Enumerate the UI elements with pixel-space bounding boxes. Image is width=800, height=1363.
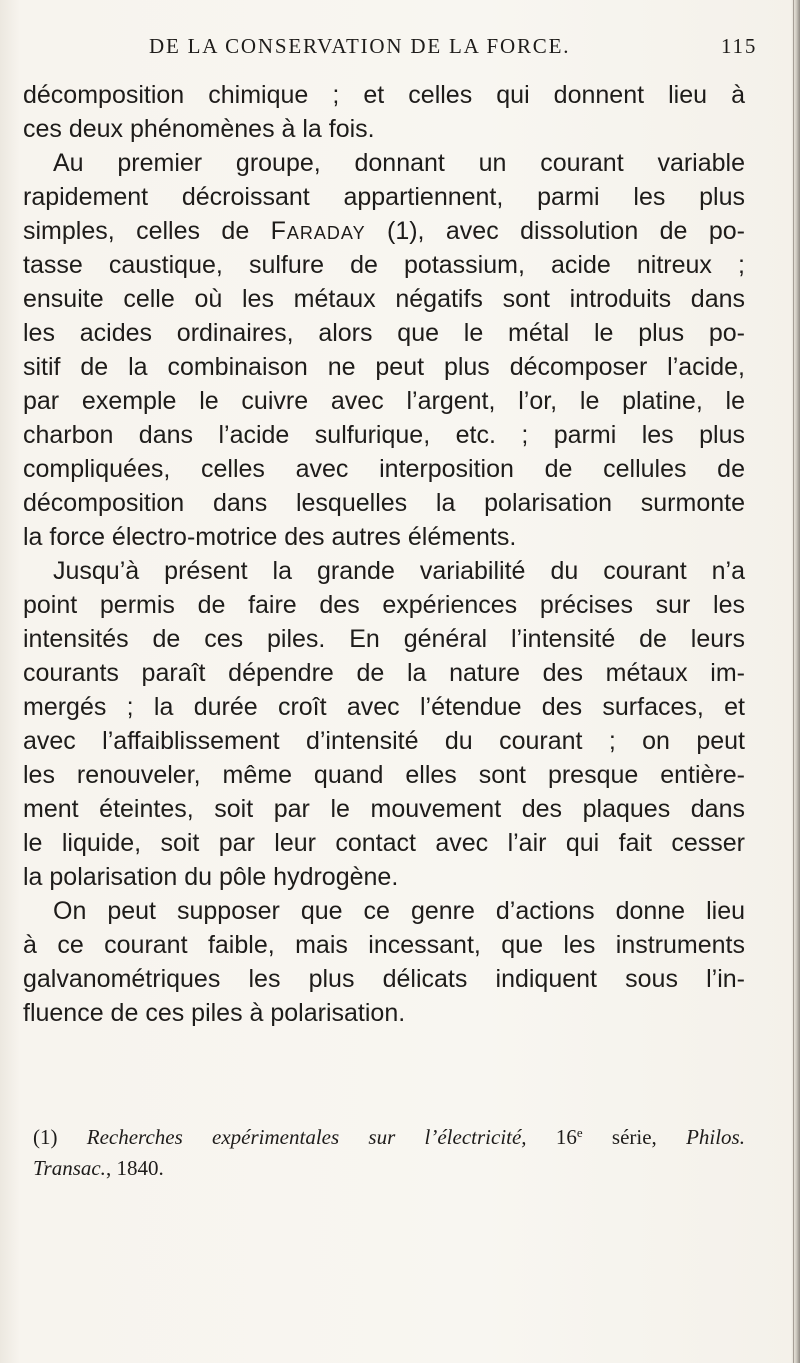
footnote-line	[33, 1153, 745, 1184]
footnote-series: 16	[526, 1125, 577, 1149]
text-line: fluence de ces piles à polarisation.	[23, 999, 406, 1027]
author-name: Faraday	[270, 217, 366, 245]
text-line: ces deux phénomènes à la fois.	[23, 115, 375, 143]
text-line: ensuite celle où les métaux négatifs sont introduits dans	[23, 285, 745, 313]
text-line: les renouveler, même quand elles sont presque entière-	[23, 761, 745, 789]
text-line: avec l’affaiblissement d’intensité du courant ; on peut	[23, 727, 745, 755]
text-line: compliquées, celles avec interposition de cellules de	[23, 455, 745, 483]
text-line: point permis de faire des expériences précises sur les	[23, 591, 745, 619]
text-line: mergés ; la durée croît avec l’étendue des surfaces, et	[23, 693, 745, 721]
footnote-journal-cont: Transac.	[33, 1156, 106, 1180]
text-line: Jusqu’à présent la grande variabilité du courant n’a	[53, 557, 745, 585]
footnote-marker: (1)	[33, 1125, 87, 1149]
text-line: Au premier groupe, donnant un courant variable	[53, 149, 745, 177]
footnote-line	[33, 1122, 745, 1153]
text-line: décomposition chimique ; et celles qui donnent lieu à	[23, 81, 745, 109]
footnote-series-sup: e	[576, 1125, 583, 1140]
text-line: ment éteintes, soit par le mouvement des plaques dans	[23, 795, 745, 823]
text-line: courants paraît dépendre de la nature des métaux im-	[23, 659, 745, 687]
text-line: la force électro-motrice des autres éléments.	[23, 523, 517, 551]
text-fragment: (1), avec dissolution de po-	[365, 217, 745, 245]
footnote-year: , 1840.	[105, 1156, 164, 1180]
body-text	[23, 78, 745, 1030]
footnote	[33, 1122, 745, 1184]
text-line: galvanométriques les plus délicats indiquent sous l’in-	[23, 965, 745, 993]
page-edge-line	[793, 0, 794, 1363]
text-line: On peut supposer que ce genre d’actions donne lieu	[53, 897, 745, 925]
text-line: intensités de ces piles. En général l’intensité de leurs	[23, 625, 745, 653]
text-line: sitif de la combinaison ne peut plus décomposer l’acide,	[23, 353, 745, 381]
text-line: le liquide, soit par leur contact avec l’air qui fait cesser	[23, 829, 745, 857]
running-head-title: DE LA CONSERVATION DE LA FORCE.	[149, 34, 571, 58]
text-fragment: simples, celles de	[23, 217, 271, 245]
text-line: par exemple le cuivre avec l’argent, l’or, le platine, le	[23, 387, 745, 415]
running-head	[149, 34, 758, 64]
footnote-series-rest: série,	[582, 1125, 687, 1149]
page-number: 115	[721, 34, 758, 58]
footnote-title: Recherches expérimentales sur l’électricité,	[86, 1125, 527, 1149]
text-line: rapidement décroissant appartiennent, parmi les plus	[23, 183, 745, 211]
text-line: décomposition dans lesquelles la polarisation surmonte	[23, 489, 745, 517]
footnote-journal: Philos.	[686, 1125, 745, 1149]
text-line: à ce courant faible, mais incessant, que les instruments	[23, 931, 745, 959]
text-line: charbon dans l’acide sulfurique, etc. ; parmi les plus	[23, 421, 745, 449]
text-line	[23, 214, 745, 248]
text-line: la polarisation du pôle hydrogène.	[23, 863, 399, 891]
text-line: les acides ordinaires, alors que le métal le plus po-	[23, 319, 745, 347]
text-line: tasse caustique, sulfure de potassium, acide nitreux ;	[23, 251, 745, 279]
